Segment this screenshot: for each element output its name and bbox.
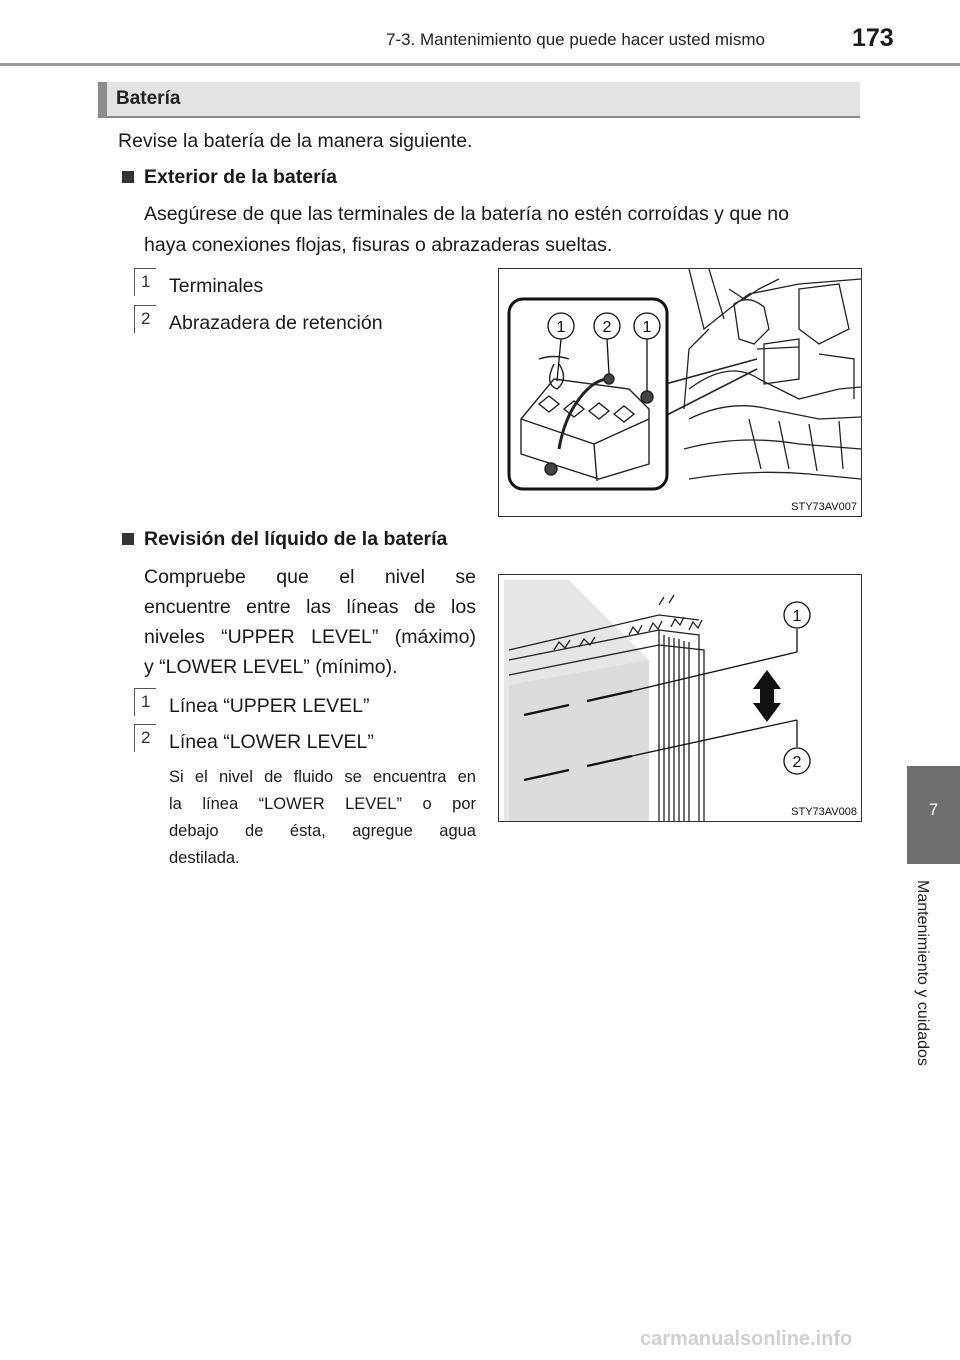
fluid-body-line: y “LOWER LEVEL” (mínimo). <box>144 656 398 678</box>
battery-level-figure <box>498 574 862 822</box>
item-label-terminales: Terminales <box>169 275 264 297</box>
item-label-abrazadera: Abrazadera de retención <box>169 312 383 334</box>
fluid-heading: Revisión del líquido de la batería <box>144 528 448 550</box>
battery-terminals-illustration <box>499 269 861 516</box>
figure-code: STY73AV007 <box>791 501 857 513</box>
chapter-tab-number: 7 <box>928 800 939 819</box>
callout-upper-level: 1 <box>792 608 802 625</box>
battery-level-illustration <box>499 575 861 821</box>
battery-terminals-figure <box>498 268 862 517</box>
intro-text: Revise la batería de la manera siguiente. <box>118 130 473 152</box>
item-number-badge: 2 <box>134 305 156 333</box>
fluid-note-line: Si el nivel de fluido se encuentra en <box>169 768 476 786</box>
fluid-note-line: destilada. <box>169 849 240 867</box>
exterior-heading: Exterior de la batería <box>144 166 337 188</box>
watermark: carmanualsonline.info <box>640 1328 853 1350</box>
exterior-body-line: haya conexiones flojas, fisuras o abrazaderas sueltas. <box>144 234 613 256</box>
callout-clamp: 2 <box>602 319 612 336</box>
callout-terminal-right: 1 <box>642 319 652 336</box>
item-number-badge: 2 <box>134 724 156 752</box>
running-header-section: 7-3. Mantenimiento que puede hacer usted mismo <box>386 30 765 49</box>
item-label-lower-level: Línea “LOWER LEVEL” <box>169 731 374 753</box>
item-number-badge: 1 <box>134 268 156 296</box>
chapter-side-label: Mantenimiento y cuidados <box>914 880 931 1066</box>
chapter-side-label-wrap <box>913 880 943 1090</box>
callout-lower-level: 2 <box>792 754 802 771</box>
bullet-square-icon <box>122 171 134 183</box>
section-title-bar <box>98 82 860 118</box>
header-rule <box>0 63 960 66</box>
fluid-note-line: la línea “LOWER LEVEL” o por <box>169 795 476 813</box>
fluid-body-line: niveles “UPPER LEVEL” (máximo) <box>144 626 476 648</box>
callout-terminal-left: 1 <box>556 319 566 336</box>
item-label-upper-level: Línea “UPPER LEVEL” <box>169 695 370 717</box>
fluid-body-line: encuentre entre las líneas de los <box>144 596 476 618</box>
fluid-body-line: Compruebe que el nivel se <box>144 566 476 588</box>
section-title-accent <box>98 82 107 118</box>
bullet-square-icon <box>122 533 134 545</box>
exterior-body-line: Asegúrese de que las terminales de la batería no estén corroídas y que no <box>144 203 789 225</box>
fluid-note-line: debajo de ésta, agregue agua <box>169 822 476 840</box>
figure-code: STY73AV008 <box>791 806 857 818</box>
page-number: 173 <box>852 24 894 52</box>
section-title: Batería <box>116 88 181 109</box>
item-number-badge: 1 <box>134 688 156 716</box>
